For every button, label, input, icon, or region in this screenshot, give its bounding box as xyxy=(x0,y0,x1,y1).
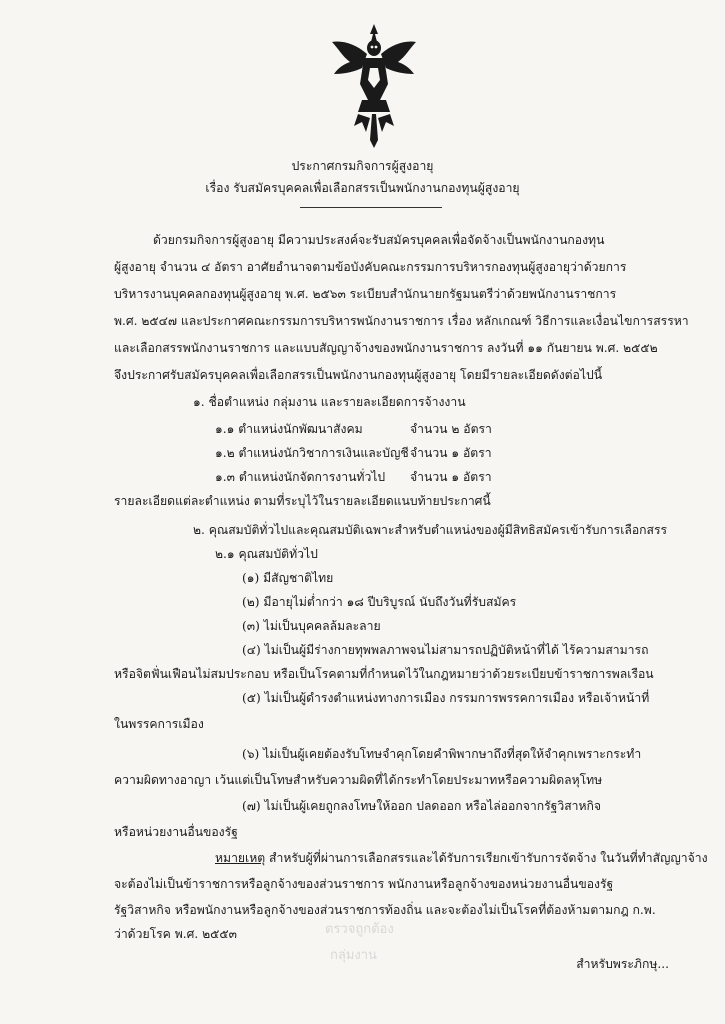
position-count: จำนวน ๑ อัตรา xyxy=(410,470,492,484)
remark-line: ว่าด้วยโรค พ.ศ. ๒๕๕๓ xyxy=(114,927,237,941)
remark-line: จะต้องไม่เป็นข้าราชการหรือลูกจ้างของส่วนราชการ พนักงานหรือลูกจ้างของหน่วยงานอื่นของรัฐ xyxy=(114,877,614,891)
intro-line: ด้วยกรมกิจการผู้สูงอายุ มีความประสงค์จะรับสมัครบุคคลเพื่อจัดจ้างเป็นพนักงานกองทุน xyxy=(153,233,605,247)
remark-text: สำหรับผู้ที่ผ่านการเลือกสรรและได้รับการเรียกเข้ารับการจัดจ้าง ในวันที่ทำสัญญาจ้าง xyxy=(265,851,708,865)
position-name: ๑.๒ ตำแหน่งนักวิชาการเงินและบัญชี xyxy=(215,446,409,460)
intro-line: จึงประกาศรับสมัครบุคคลเพื่อเลือกสรรเป็นพนักงานกองทุนผู้สูงอายุ โดยมีรายละเอียดดังต่อไปนี้ xyxy=(114,368,603,382)
remark-line: รัฐวิสาหกิจ หรือพนักงานหรือลูกจ้างของส่วนราชการท้องถิ่น และจะต้องไม่เป็นโรคที่ต้องห้ามตามกฎ ก.พ. xyxy=(114,903,656,917)
remark-line xyxy=(215,850,708,866)
position-count: จำนวน ๑ อัตรา xyxy=(410,446,492,460)
title-divider xyxy=(300,207,442,208)
intro-line: ผู้สูงอายุ จำนวน ๔ อัตรา อาศัยอำนาจตามข้อบังคับคณะกรรมการบริหารกองทุนผู้สูงอายุว่าด้วยการ xyxy=(114,260,627,274)
qualification-item: (๔) ไม่เป็นผู้มีร่างกายทุพพลภาพจนไม่สามารถปฏิบัติหน้าที่ได้ ไร้ความสามารถ xyxy=(242,643,649,657)
qualification-item: ในพรรคการเมือง xyxy=(114,717,204,731)
qualification-item: (๓) ไม่เป็นบุคคลล้มละลาย xyxy=(242,619,381,633)
qualification-item: (๒) มีอายุไม่ต่ำกว่า ๑๘ ปีบริบูรณ์ นับถึงวันที่รับสมัคร xyxy=(242,595,517,609)
qualification-item: ความผิดทางอาญา เว้นแต่เป็นโทษสำหรับความผิดที่ได้กระทำโดยประมาทหรือความผิดลหุโทษ xyxy=(114,773,603,787)
position-name: ๑.๓ ตำแหน่งนักจัดการงานทั่วไป xyxy=(215,470,386,484)
section1-note: รายละเอียดแต่ละตำแหน่ง ตามที่ระบุไว้ในรายละเอียดแนบท้ายประกาศนี้ xyxy=(114,494,491,508)
qualification-item: (๑) มีสัญชาติไทย xyxy=(242,571,334,585)
bleed-through-text: กลุ่มงาน xyxy=(330,948,377,963)
intro-line: พ.ศ. ๒๕๔๗ และประกาศคณะกรรมการบริหารพนักงานราชการ เรื่อง หลักเกณฑ์ วิธีการและเงื่อนไขการสรรหา xyxy=(114,314,689,328)
section2-subheading: ๒.๑ คุณสมบัติทั่วไป xyxy=(215,547,318,561)
position-name: ๑.๑ ตำแหน่งนักพัฒนาสังคม xyxy=(215,422,363,436)
qualification-item: หรือจิตฟั่นเฟือนไม่สมประกอบ หรือเป็นโรคตามที่กำหนดไว้ในกฎหมายว่าด้วยระเบียบข้าราชการพลเรือน xyxy=(114,667,654,681)
garuda-emblem-icon xyxy=(328,22,420,152)
qualification-item: หรือหน่วยงานอื่นของรัฐ xyxy=(114,825,238,839)
position-count: จำนวน ๒ อัตรา xyxy=(410,422,492,436)
section1-heading: ๑. ชื่อตำแหน่ง กลุ่มงาน และรายละเอียดการจ้างงาน xyxy=(193,395,466,409)
intro-line: บริหารงานบุคคลกองทุนผู้สูงอายุ พ.ศ. ๒๕๖๓ ระเบียบสำนักนายกรัฐมนตรีว่าด้วยพนักงานราชการ xyxy=(114,287,617,301)
continuation-text: สำหรับพระภิกษุ... xyxy=(576,957,669,971)
qualification-item: (๗) ไม่เป็นผู้เคยถูกลงโทษให้ออก ปลดออก หรือไล่ออกจากรัฐวิสาหกิจ xyxy=(242,799,602,813)
bleed-through-text: ตรวจถูกต้อง xyxy=(325,922,394,937)
announcement-subject: เรื่อง รับสมัครบุคคลเพื่อเลือกสรรเป็นพนักงานกองทุนผู้สูงอายุ xyxy=(205,181,520,195)
section2-heading: ๒. คุณสมบัติทั่วไปและคุณสมบัติเฉพาะสำหรับตำแหน่งของผู้มีสิทธิสมัครเข้ารับการเลือกสรร xyxy=(193,523,668,537)
qualification-item: (๖) ไม่เป็นผู้เคยต้องรับโทษจำคุกโดยคำพิพากษาถึงที่สุดให้จำคุกเพราะกระทำ xyxy=(242,747,642,761)
intro-line: และเลือกสรรพนักงานราชการ และแบบสัญญาจ้างของพนักงานราชการ ลงวันที่ ๑๑ กันยายน พ.ศ. ๒๕๕๒ xyxy=(114,341,658,355)
qualification-item: (๕) ไม่เป็นผู้ดำรงตำแหน่งทางการเมือง กรรมการพรรคการเมือง หรือเจ้าหน้าที่ xyxy=(242,691,650,705)
remark-label: หมายเหตุ xyxy=(215,851,266,865)
announcement-title: ประกาศกรมกิจการผู้สูงอายุ xyxy=(291,159,434,173)
